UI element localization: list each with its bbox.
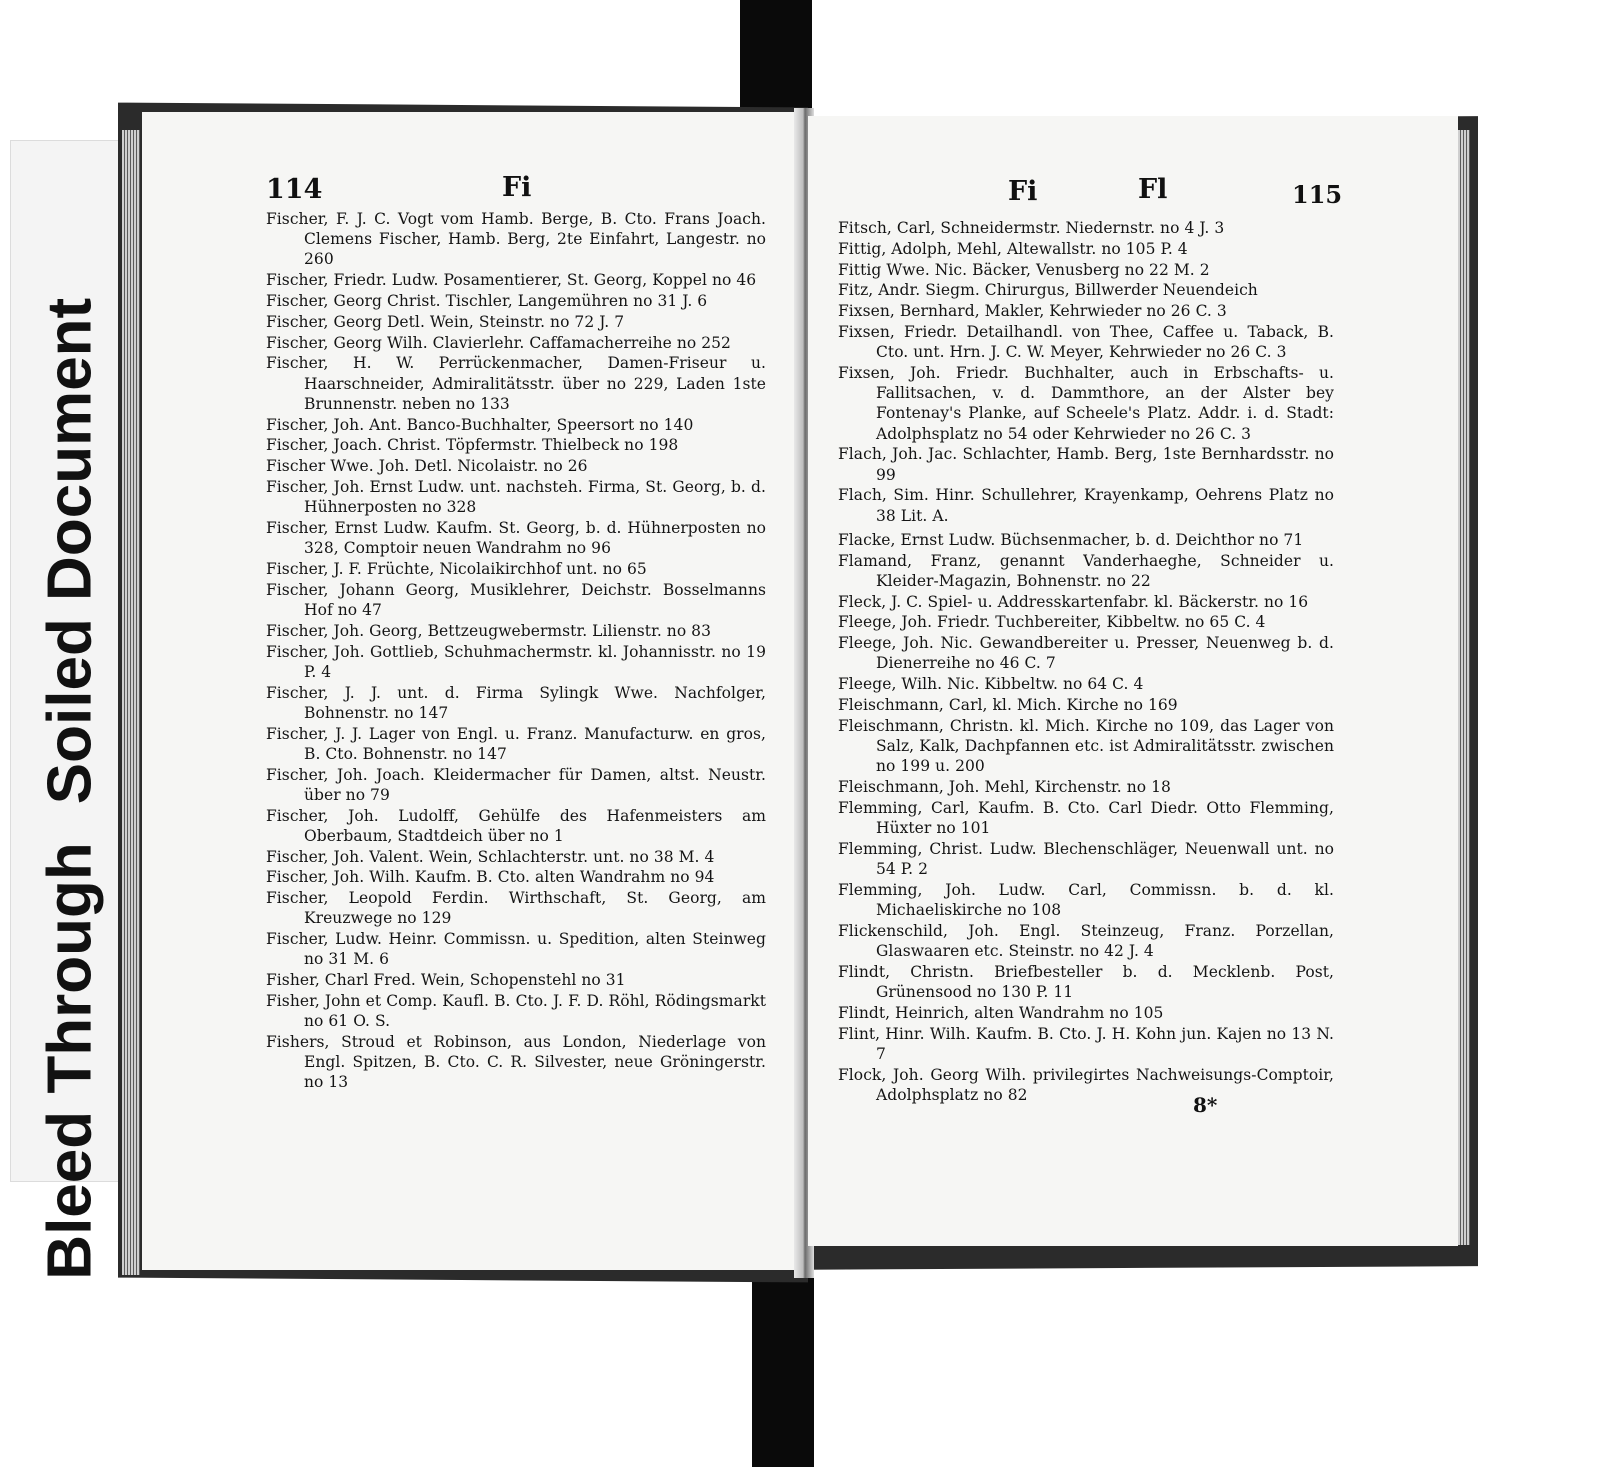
directory-entry: Fixsen, Bernhard, Makler, Kehrwieder no 26 C. 3 xyxy=(838,302,1227,321)
directory-entry: Fischer, Joh. Gottlieb, Schuhmachermstr. kl. Johannisstr. no 19 P. 4 xyxy=(266,642,766,681)
directory-entry: Fisher, John et Comp. Kaufl. B. Cto. J. F. D. Röhl, Rödingsmarkt no 61 O. S. xyxy=(266,991,766,1031)
directory-entry: Fischer, Joh. Georg, Bettzeugwebermstr. Lilienstr. no 83 xyxy=(266,621,711,640)
bleed-through-label: Bleed Through xyxy=(35,842,105,1280)
left-page-heading: Fi xyxy=(502,172,532,203)
directory-entry: Fleege, Joh. Friedr. Tuchbereiter, Kibbeltw. no 65 C. 4 xyxy=(838,613,1266,632)
directory-entry: Fischer, J. F. Früchte, Nicolaikirchhof unt. no 65 xyxy=(266,559,647,578)
directory-entry: Fischer, Joach. Christ. Töpfermstr. Thielbeck no 198 xyxy=(266,436,679,455)
directory-entry: Fisher, Charl Fred. Wein, Schopenstehl no 31 xyxy=(266,971,626,990)
directory-entry: Fixsen, Joh. Friedr. Buchhalter, auch in Erbschafts- u. Fallitsachen, v. d. Dammthore, an der Alster bey Fontenay's Planke, auf Scheele's Platz. Addr. i. d. Stadt: Adolphsplatz no 54 oder Kehrwieder no 26 C. 3 xyxy=(838,363,1334,443)
directory-entry: Flemming, Christ. Ludw. Blechenschläger, Neuenwall unt. no 54 P. 2 xyxy=(838,839,1334,878)
directory-entry: Fleischmann, Joh. Mehl, Kirchenstr. no 18 xyxy=(838,777,1171,796)
side-label-panel xyxy=(10,140,130,1280)
directory-entry: Fixsen, Friedr. Detailhandl. von Thee, Caffee u. Taback, B. Cto. unt. Hrn. J. C. W. Meyer, Kehrwieder no 26 C. 3 xyxy=(838,322,1334,362)
directory-entry: Fischer, Joh. Joach. Kleidermacher für Damen, altst. Neustr. über no 79 xyxy=(266,765,766,804)
directory-entry: Fitz, Andr. Siegm. Chirurgus, Billwerder Neuendeich xyxy=(838,281,1258,300)
soiled-document-label: Soiled Document xyxy=(35,297,105,805)
directory-entry: Flemming, Carl, Kaufm. B. Cto. Carl Diedr. Otto Flemming, Hüxter no 101 xyxy=(838,798,1334,837)
directory-entry: Fischer, Joh. Ludolff, Gehülfe des Hafenmeisters am Oberbaum, Stadtdeich über no 1 xyxy=(266,806,766,845)
directory-entry: Fischer, Georg Detl. Wein, Steinstr. no 72 J. 7 xyxy=(266,312,625,331)
right-page-edges xyxy=(1458,130,1470,1245)
right-page-number: 115 xyxy=(1292,180,1343,209)
directory-entry: Fischer, Ludw. Heinr. Commissn. u. Spedition, alten Steinweg no 31 M. 6 xyxy=(266,930,766,969)
directory-entry: Flamand, Franz, genannt Vanderhaeghe, Schneider u. Kleider-Magazin, Bohnenstr. no 22 xyxy=(838,551,1334,590)
directory-entry: Fischer, Johann Georg, Musiklehrer, Deichstr. Bosselmanns Hof no 47 xyxy=(266,580,766,619)
directory-entry: Fischer, Ernst Ludw. Kaufm. St. Georg, b. d. Hühnerposten no 328, Comptoir neuen Wandrahm no 96 xyxy=(266,518,766,558)
directory-entry: Fischer, Friedr. Ludw. Posamentierer, St. Georg, Koppel no 46 xyxy=(266,271,757,290)
directory-entry: Flach, Joh. Jac. Schlachter, Hamb. Berg, 1ste Bernhardsstr. no 99 xyxy=(838,445,1334,484)
directory-entry: Flickenschild, Joh. Engl. Steinzeug, Franz. Porzellan, Glaswaaren etc. Steinstr. no 42 J. 4 xyxy=(838,921,1334,960)
binding-strip-bottom xyxy=(752,1262,814,1467)
directory-entry: Fittig, Adolph, Mehl, Altewallstr. no 105 P. 4 xyxy=(838,239,1188,258)
directory-entry: Fleege, Joh. Nic. Gewandbereiter u. Presser, Neuenweg b. d. Dienerreihe no 46 C. 7 xyxy=(838,634,1334,673)
signature-mark: 8* xyxy=(1193,1093,1218,1117)
directory-entry: Fleischmann, Carl, kl. Mich. Kirche no 169 xyxy=(838,695,1178,714)
directory-entry: Fischer, Joh. Valent. Wein, Schlachterstr. unt. no 38 M. 4 xyxy=(266,847,715,866)
directory-entry: Flindt, Christn. Briefbesteller b. d. Mecklenb. Post, Grünensood no 130 P. 11 xyxy=(838,962,1334,1001)
directory-entry: Fischer, J. J. Lager von Engl. u. Franz. Manufacturw. en gros, B. Cto. Bohnenstr. no 147 xyxy=(266,724,766,763)
directory-entry: Fleischmann, Christn. kl. Mich. Kirche no 109, das Lager von Salz, Kalk, Dachpfannen etc. ist Admiralitätsstr. zwischen no 199 u. 200 xyxy=(838,716,1334,776)
directory-entry: Fittig Wwe. Nic. Bäcker, Venusberg no 22 M. 2 xyxy=(838,260,1210,279)
directory-entry: Flock, Joh. Georg Wilh. privilegirtes Nachweisungs-Comptoir, Adolphsplatz no 82 xyxy=(838,1065,1334,1104)
directory-entry: Fishers, Stroud et Robinson, aus London, Niederlage von Engl. Spitzen, B. Cto. C. R. Silvester, neue Gröningerstr. no 13 xyxy=(266,1032,766,1092)
directory-entry: Fischer, Georg Christ. Tischler, Langemühren no 31 J. 6 xyxy=(266,292,708,310)
directory-entry: Fischer, Joh. Ernst Ludw. unt. nachsteh. Firma, St. Georg, b. d. Hühnerposten no 328 xyxy=(266,477,766,517)
directory-entry: Fleck, J. C. Spiel- u. Addresskartenfabr. kl. Bäckerstr. no 16 xyxy=(838,592,1309,611)
directory-entry: Fischer, F. J. C. Vogt vom Hamb. Berge, B. Cto. Frans Joach. Clemens Fischer, Hamb. Berg, 2te Einfahrt, Langestr. no 260 xyxy=(266,210,766,269)
directory-entry: Fischer, J. J. unt. d. Firma Sylingk Wwe. Nachfolger, Bohnenstr. no 147 xyxy=(266,683,766,722)
directory-entry: Fleege, Wilh. Nic. Kibbeltw. no 64 C. 4 xyxy=(838,675,1144,694)
right-entry-list xyxy=(838,218,1334,1106)
directory-entry: Fischer, Georg Wilh. Clavierlehr. Caffamacherreihe no 252 xyxy=(266,333,731,352)
directory-entry: Fischer Wwe. Joh. Detl. Nicolaistr. no 26 xyxy=(266,457,588,476)
right-page-heading-left: Fi xyxy=(1008,176,1038,207)
directory-entry: Flindt, Heinrich, alten Wandrahm no 105 xyxy=(838,1003,1164,1022)
right-page-heading-right: Fl xyxy=(1138,174,1168,205)
open-book xyxy=(118,100,1478,1280)
directory-entry: Fischer, Joh. Ant. Banco-Buchhalter, Speersort no 140 xyxy=(266,415,694,434)
left-page-edges xyxy=(122,130,140,1275)
directory-entry: Flach, Sim. Hinr. Schullehrer, Krayenkamp, Oehrens Platz no 38 Lit. A. xyxy=(838,486,1334,525)
left-page-number: 114 xyxy=(266,174,323,205)
binding-strip-top xyxy=(740,0,812,115)
directory-entry: Fischer, Joh. Wilh. Kaufm. B. Cto. alten Wandrahm no 94 xyxy=(266,868,715,887)
left-entry-list xyxy=(266,209,766,1093)
right-page xyxy=(808,116,1458,1246)
directory-entry: Fischer, Leopold Ferdin. Wirthschaft, St. Georg, am Kreuzwege no 129 xyxy=(266,889,766,928)
directory-entry: Flacke, Ernst Ludw. Büchsenmacher, b. d. Deichthor no 71 xyxy=(838,530,1304,549)
directory-entry: Flemming, Joh. Ludw. Carl, Commissn. b. d. kl. Michaeliskirche no 108 xyxy=(838,880,1334,919)
directory-entry: Flint, Hinr. Wilh. Kaufm. B. Cto. J. H. Kohn jun. Kajen no 13 N. 7 xyxy=(838,1024,1334,1063)
directory-entry: Fitsch, Carl, Schneidermstr. Niedernstr. no 4 J. 3 xyxy=(838,219,1225,237)
left-page xyxy=(142,112,802,1270)
directory-entry: Fischer, H. W. Perrückenmacher, Damen-Friseur u. Haarschneider, Admiralitätsstr. über no 229, Laden 1ste Brunnenstr. neben no 133 xyxy=(266,354,766,413)
